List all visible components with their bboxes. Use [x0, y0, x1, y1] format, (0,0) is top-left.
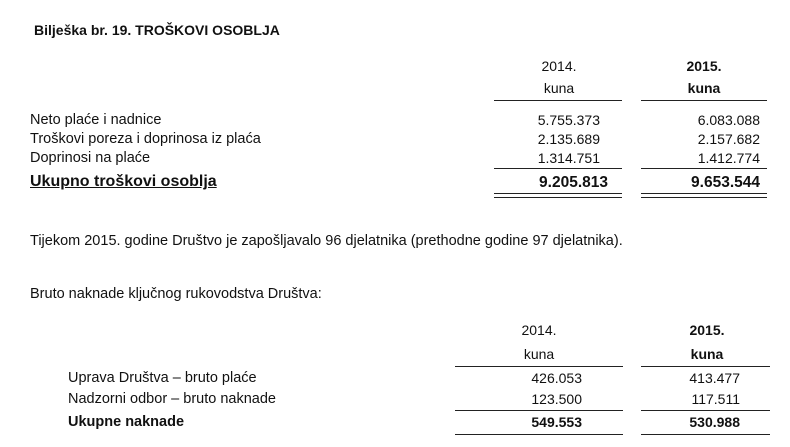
header-year-2014: 2014. — [541, 58, 577, 74]
subtotal-rule-2014 — [494, 168, 622, 169]
total-2015: 9.653.544 — [691, 174, 760, 191]
key-management-intro: Bruto naknade ključnog rukovodstva Društva: — [30, 286, 322, 302]
header-unit-2015: kuna — [687, 80, 721, 96]
total-rule-top-2015 — [641, 193, 767, 194]
value-2014: 2.135.689 — [537, 131, 600, 147]
value-2015: 117.511 — [691, 391, 740, 407]
header-year-2015: 2015. — [686, 58, 722, 74]
total-2014: 549.553 — [531, 414, 582, 430]
value-2015: 2.157.682 — [697, 131, 760, 147]
total-2015: 530.988 — [689, 414, 740, 430]
value-2014: 123.500 — [531, 391, 582, 407]
employees-paragraph: Tijekom 2015. godine Društvo je zapošljavalo 96 djelatnika (prethodne godine 97 djelatnika). — [30, 233, 623, 249]
value-2014: 1.314.751 — [537, 150, 600, 166]
value-2014: 5.755.373 — [537, 112, 600, 128]
note-title: Bilješka br. 19. TROŠKOVI OSOBLJA — [34, 22, 280, 38]
header-rule-2014 — [494, 100, 622, 101]
row-label: Doprinosi na plaće — [30, 150, 151, 166]
row-label: Neto plaće i nadnice — [30, 112, 162, 128]
value-2014: 426.053 — [531, 370, 582, 386]
km-header-unit-2014: kuna — [523, 346, 555, 362]
subtotal-rule-2015 — [641, 168, 767, 169]
row-label: Nadzorni odbor – bruto naknade — [68, 391, 276, 407]
value-2015: 1.412.774 — [697, 150, 760, 166]
km-header-unit-2015: kuna — [690, 346, 724, 362]
value-2015: 6.083.088 — [697, 112, 760, 128]
km-total-rule-2014 — [455, 434, 623, 435]
total-rule-top-2014 — [494, 193, 622, 194]
header-rule-2015 — [641, 100, 767, 101]
value-2015: 413.477 — [689, 370, 740, 386]
km-header-year-2014: 2014. — [521, 322, 557, 338]
header-unit-2014: kuna — [543, 80, 575, 96]
total-label: Ukupne naknade — [68, 414, 185, 430]
total-rule-bottom-2015 — [641, 197, 767, 198]
km-total-rule-2015 — [641, 434, 770, 435]
km-header-year-2015: 2015. — [689, 322, 725, 338]
km-header-rule-2014 — [455, 366, 623, 367]
total-2014: 9.205.813 — [539, 174, 608, 191]
total-label: Ukupno troškovi osoblja — [30, 173, 217, 190]
km-subtotal-rule-2014 — [455, 410, 623, 411]
total-rule-bottom-2014 — [494, 197, 622, 198]
km-subtotal-rule-2015 — [641, 410, 770, 411]
row-label: Troškovi poreza i doprinosa iz plaća — [30, 131, 261, 147]
km-header-rule-2015 — [641, 366, 770, 367]
row-label: Uprava Društva – bruto plaće — [68, 370, 257, 386]
